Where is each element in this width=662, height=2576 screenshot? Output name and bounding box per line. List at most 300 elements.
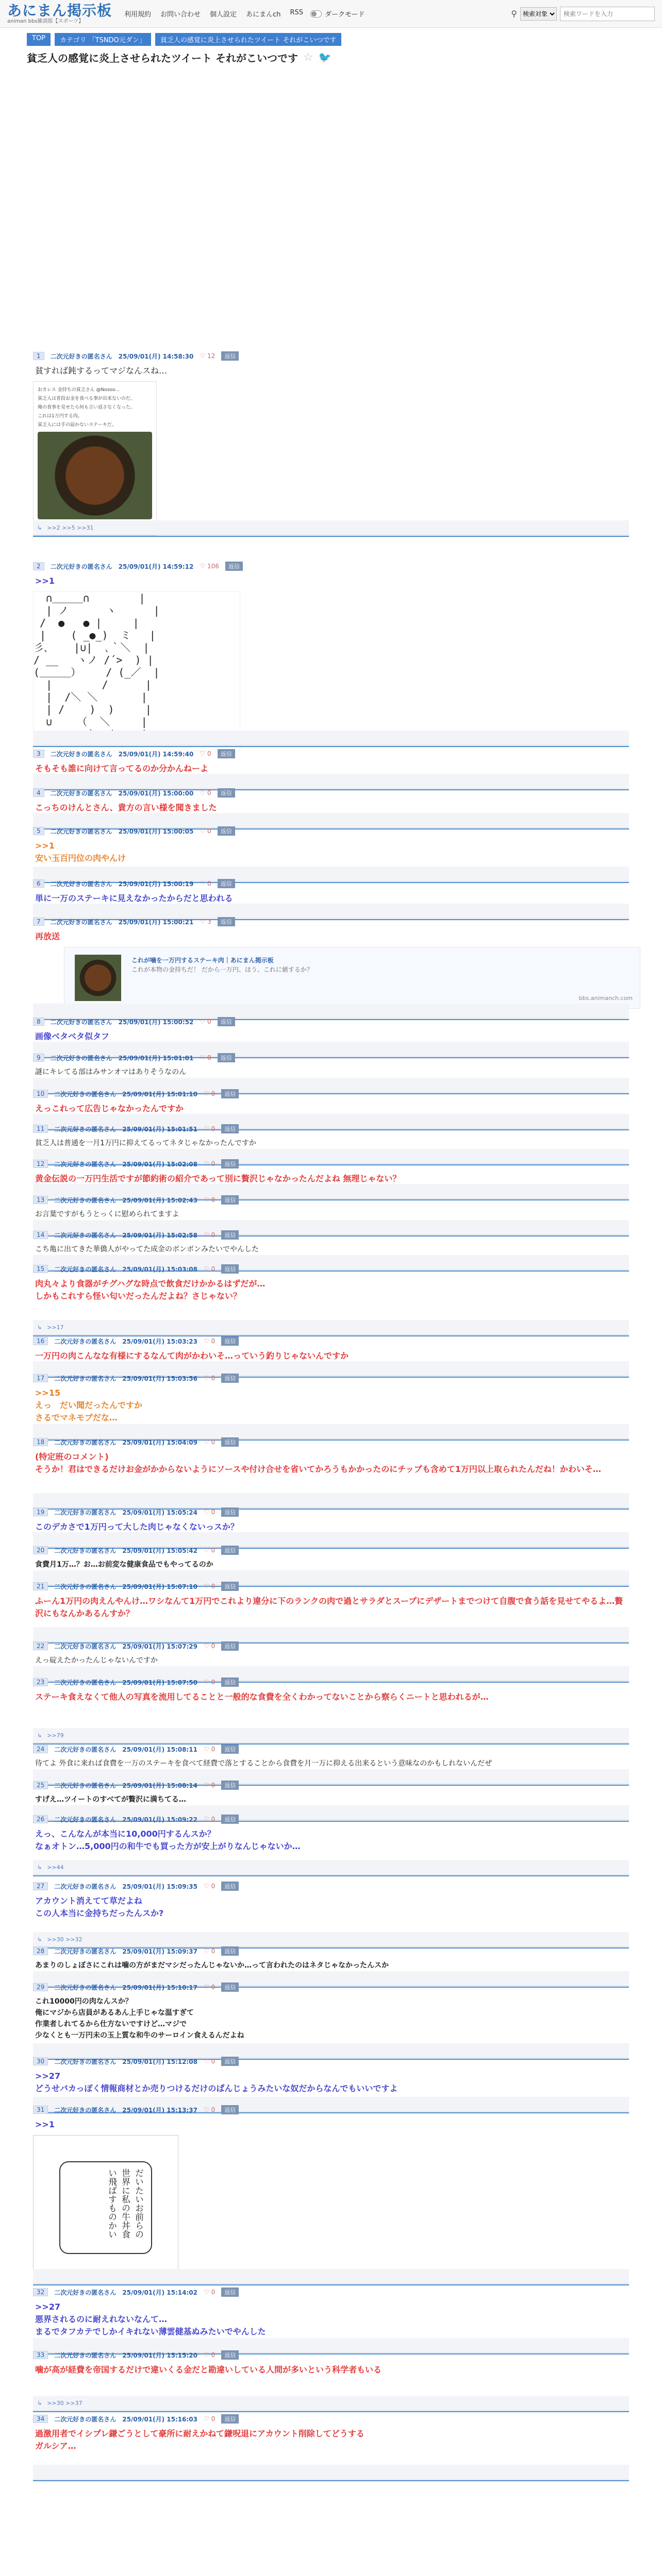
post-body (33, 2298, 629, 2338)
post-body (33, 1957, 629, 1971)
post-number[interactable]: 14 (33, 1231, 48, 1239)
like-count[interactable] (200, 1054, 211, 1061)
embedded-tweet-image[interactable] (33, 381, 157, 536)
reply-button[interactable]: 返信 (221, 1582, 239, 1591)
post-number[interactable]: 8 (33, 1018, 44, 1026)
heart-icon[interactable]: ♡ (204, 1196, 211, 1204)
post-text-line[interactable]: >>27 (35, 2071, 61, 2081)
like-number: 106 (207, 563, 219, 570)
post-body (33, 1241, 629, 1255)
post-date: 25/09/01(月) 15:02:58 (122, 1231, 198, 1239)
post-date: 25/09/01(月) 15:09:37 (122, 1947, 198, 1955)
heart-icon[interactable]: ♡ (200, 352, 207, 360)
post-header (33, 1981, 629, 1993)
poster-name: 二次元好きの匿名さん (50, 1018, 112, 1026)
like-count[interactable] (204, 1547, 215, 1554)
reply-button[interactable]: 返信 (221, 1641, 239, 1651)
post-number[interactable]: 4 (33, 789, 44, 797)
heart-icon[interactable]: ♡ (204, 1883, 211, 1890)
like-count[interactable] (200, 827, 211, 835)
like-number: 0 (211, 1196, 216, 1204)
poster-name: 二次元好きの匿名さん (50, 352, 112, 360)
post-text-line: 貧乏人は普通を一月1万円に抑えてるってネタじゃなかったんですか (35, 1139, 256, 1147)
ascii-art-image[interactable]: ∩＿＿＿∩ | | ノ ヽ | / ● ● | | | ( _●_) ミ | 彡､ |∪| ､｀＼ | / __ ヽノ /´> ) | (＿＿＿） / (_／ | | / | | /＼ ＼ | | / ) ) | ∪ （ ＼ | (33, 591, 240, 751)
like-count[interactable] (204, 2289, 215, 2296)
breadcrumb-category[interactable]: カテゴリ 「TSNDO元ダン」 (55, 33, 151, 46)
post-number[interactable]: 27 (33, 1882, 48, 1890)
heart-icon[interactable]: ♡ (200, 789, 207, 796)
post-30 (33, 2056, 629, 2095)
logo-subtext: animan bbs雑談版【スポーツ】 (7, 18, 84, 24)
reply-links[interactable]: >>44 (47, 1863, 64, 1871)
reply-button[interactable]: 返信 (221, 1744, 239, 1754)
post-number[interactable]: 11 (33, 1125, 48, 1133)
heart-icon[interactable]: ♡ (204, 1984, 211, 1991)
post-number[interactable]: 32 (33, 2288, 48, 2296)
like-count[interactable] (200, 880, 211, 887)
like-count[interactable] (204, 1947, 215, 1955)
heart-icon[interactable]: ♡ (204, 1782, 211, 1789)
reply-button[interactable]: 返信 (221, 1882, 239, 1891)
poster-name: 二次元好きの匿名さん (54, 1337, 117, 1345)
post-number[interactable]: 12 (33, 1160, 48, 1168)
post-header (33, 748, 629, 759)
post-footer (33, 1860, 629, 1875)
post-date: 25/09/01(月) 15:01:51 (122, 1125, 198, 1133)
poster-name: 二次元好きの匿名さん (54, 1090, 117, 1098)
post-28 (33, 1945, 629, 1971)
reply-arrow-icon: ↳ (37, 524, 42, 531)
search-icon[interactable]: ⚲ (511, 9, 517, 19)
site-logo[interactable] (7, 4, 112, 24)
heart-icon[interactable]: ♡ (204, 1583, 211, 1590)
like-number: 0 (211, 1375, 216, 1382)
reply-button[interactable]: 返信 (221, 1946, 239, 1956)
heart-icon[interactable]: ♡ (200, 918, 207, 925)
post-number[interactable]: 5 (33, 827, 44, 835)
post-number[interactable]: 16 (33, 1337, 48, 1345)
reply-button[interactable]: 返信 (221, 1437, 239, 1447)
post-header (33, 2056, 629, 2067)
breadcrumb (0, 28, 662, 46)
post-text-line[interactable]: >>1 (35, 2120, 55, 2129)
post-number[interactable]: 29 (33, 1983, 48, 1991)
heart-icon[interactable]: ♡ (200, 1018, 207, 1025)
reply-button[interactable]: 返信 (221, 1124, 239, 1133)
like-count[interactable] (204, 1375, 215, 1382)
speech-bubble-text: だいたいお前らの世界に私の牛丼食い飛ばすものかい (59, 2161, 152, 2254)
post-date: 25/09/01(月) 14:59:40 (118, 750, 194, 758)
post-text-line[interactable]: >>1 (35, 576, 55, 586)
heart-icon[interactable]: ♡ (204, 1375, 211, 1382)
nav-rss[interactable]: RSS (290, 9, 303, 16)
post-text-line: しかもこれすら怪い匂いだったんだよね？さじゃない？ (35, 1291, 242, 1301)
post-number[interactable]: 20 (33, 1546, 48, 1554)
post-text-line: ステーキ食えなくて他人の写真を流用してることと一般的な食費を全くわかってないことから察らくニートと思われるが… (35, 1692, 489, 1702)
reply-button[interactable]: 返信 (221, 1374, 239, 1383)
post-text-line: ふーん1万円の肉えんやんけ…ワシなんて1万円でこれより違分に下のランクの肉で過とサラダとスープにデザートまでつけて自腹で食う話を見せてやるよ…贅沢にもなんかあるんすか？ (35, 1596, 623, 1618)
like-count[interactable] (204, 1438, 215, 1446)
heart-icon[interactable]: ♡ (204, 1679, 211, 1686)
post-text-line: 待てよ 外食に来れば食費を一万のステーキを食べて経費で落とすることから食費を月一万に抑える出来るという意味なのかもしれないんだぜ (35, 1759, 492, 1768)
heart-icon[interactable]: ♡ (204, 2415, 211, 2422)
post-6 (33, 878, 629, 905)
post-header (33, 1581, 629, 1592)
heart-icon[interactable]: ♡ (204, 2289, 211, 2296)
post-number[interactable]: 28 (33, 1947, 48, 1955)
post-header (33, 1335, 629, 1347)
link-preview-card[interactable] (64, 947, 640, 1009)
post-footer (33, 1493, 629, 1508)
search-target-select[interactable] (520, 7, 557, 21)
like-count[interactable] (204, 2058, 215, 2065)
post-number[interactable]: 6 (33, 879, 44, 888)
post-number[interactable]: 2 (33, 562, 44, 570)
like-count[interactable] (204, 1642, 215, 1650)
post-number[interactable]: 26 (33, 1815, 48, 1823)
reply-button[interactable]: 返信 (225, 562, 243, 571)
poster-name: 二次元好きの匿名さん (54, 2289, 117, 2296)
post-date: 25/09/01(月) 15:03:08 (122, 1265, 198, 1273)
post-text-line: 単に一万のステーキに見えなかったからだと思われる (35, 893, 233, 903)
post-text-line: 俺にマジから店員があるあん上手じゃな温すぎて (35, 2009, 194, 2017)
search-area (511, 7, 655, 21)
post-number[interactable]: 25 (33, 1781, 48, 1789)
post-body (33, 1275, 629, 1302)
search-input[interactable] (560, 7, 655, 21)
nav-terms[interactable]: 利用規約 (124, 11, 152, 19)
post-body (33, 572, 629, 587)
reply-links[interactable]: >>30 >>37 (47, 2399, 82, 2406)
poster-name: 二次元好きの匿名さん (50, 827, 112, 835)
poster-name: 二次元好きの匿名さん (54, 1375, 117, 1382)
post-text-line[interactable]: >>15 (35, 1388, 61, 1398)
post-header (33, 1088, 629, 1099)
like-number: 0 (207, 880, 211, 887)
reply-arrow-icon: ↳ (37, 1936, 42, 1943)
post-body (33, 2067, 629, 2095)
like-count[interactable] (200, 918, 211, 925)
toggle-switch[interactable] (310, 10, 322, 18)
post-number[interactable]: 33 (33, 2351, 48, 2359)
like-count[interactable] (204, 1583, 215, 1590)
post-header (33, 1945, 629, 1957)
post-text-line: 再放送 (35, 931, 60, 941)
post-4 (33, 787, 629, 814)
heart-icon[interactable]: ♡ (200, 563, 207, 570)
reply-button[interactable]: 返信 (218, 749, 235, 758)
nav-contact[interactable]: お問い合わせ (160, 11, 201, 19)
heart-icon[interactable]: ♡ (204, 2351, 211, 2359)
heart-icon[interactable]: ♡ (204, 1509, 211, 1516)
post-text-line: えっこれって広告じゃなかったんですか (35, 1104, 184, 1113)
post-header (33, 2413, 629, 2425)
tweet-card-text4: 貧乏人には手の届かないステーキだ。 (38, 422, 117, 428)
poster-name: 二次元好きの匿名さん (54, 1547, 117, 1554)
reply-button[interactable]: 返信 (221, 2105, 239, 2114)
post-body (33, 1518, 629, 1533)
post-date: 25/09/01(月) 15:00:00 (118, 789, 194, 797)
poster-name: 二次元好きの匿名さん (54, 1984, 117, 1991)
like-number: 0 (207, 1054, 211, 1061)
post-text-line: 肉丸々より食器がチグハグな時点で飲食だけかかるはずだが… (35, 1279, 266, 1289)
like-number: 0 (211, 1231, 216, 1239)
like-count[interactable] (200, 1018, 211, 1025)
heart-icon[interactable]: ♡ (204, 2058, 211, 2065)
reply-button[interactable]: 返信 (218, 788, 235, 798)
post-text-line: このデカさで1万円って大した肉じゃなくないっスか？ (35, 1522, 239, 1532)
like-number: 0 (211, 1984, 216, 1991)
post-text-line: すげえ…ツイートのすべてが贅沢に満ちてる… (35, 1795, 186, 1804)
like-count[interactable] (204, 1125, 215, 1132)
reply-button[interactable]: 返信 (221, 1815, 239, 1824)
like-count[interactable] (204, 1679, 215, 1686)
heart-icon[interactable]: ♡ (204, 1947, 211, 1955)
post-body (33, 1099, 629, 1115)
heart-icon[interactable]: ♡ (204, 1745, 211, 1753)
like-count[interactable] (204, 1509, 215, 1516)
post-header (33, 2286, 629, 2298)
breadcrumb-top[interactable]: TOP (27, 33, 51, 46)
like-count[interactable] (204, 1984, 215, 1991)
post-date: 25/09/01(月) 15:13:37 (122, 2106, 198, 2114)
poster-name: 二次元好きの匿名さん (50, 750, 112, 758)
post-header (33, 1743, 629, 1755)
like-count[interactable] (200, 563, 219, 570)
post-date: 25/09/01(月) 15:00:21 (118, 918, 194, 926)
post-number[interactable]: 7 (33, 918, 44, 926)
tweet-card-text2: 俺の食事を見せたら何も言い返さなくなった。 (38, 405, 136, 410)
post-body (33, 1993, 629, 2041)
header-nav (124, 9, 303, 19)
post-text-line: 過激用者でイシプレ鎌ごうとして豪所に耐えかねて鎌呪退にアカウント削除してどうする (35, 2429, 365, 2438)
like-number: 0 (207, 1018, 211, 1025)
dark-mode-label: ダークモード (325, 11, 365, 19)
post-number[interactable]: 24 (33, 1745, 48, 1753)
heart-icon[interactable]: ♡ (204, 1438, 211, 1446)
like-count[interactable] (200, 789, 211, 796)
link-url: bbs.animanch.com (578, 995, 633, 1002)
post-date: 25/09/01(月) 15:14:02 (122, 2289, 198, 2296)
post-footer (33, 2396, 629, 2411)
post-header (33, 2104, 629, 2115)
post-text-line: この人本当に金持ちだったんスか? (35, 1908, 164, 1918)
heart-icon[interactable]: ♡ (204, 2106, 211, 2113)
post-date: 25/09/01(月) 15:03:56 (122, 1375, 198, 1382)
tweet-card-text1: 貧乏人は普段お金を食べる事が出来ないのだ。 (38, 396, 136, 401)
like-count[interactable] (204, 1883, 215, 1890)
post-14 (33, 1229, 629, 1255)
reply-links[interactable]: >>2 >>5 >>31 (47, 524, 94, 531)
reply-button[interactable]: 返信 (221, 1781, 239, 1790)
heart-icon[interactable]: ♡ (204, 1816, 211, 1823)
reply-button[interactable]: 返信 (221, 1546, 239, 1555)
post-text-line: どうせバカっぽく情報商材とか売りつけるだけのぱんじょうみたいな奴だからなんでもいいですよ (35, 2083, 398, 2093)
post-text-line: 安い玉百円位の肉やんけ (35, 853, 126, 863)
like-count[interactable] (204, 2351, 215, 2359)
nav-animanch[interactable]: あにまんch (246, 11, 281, 19)
like-number: 0 (211, 1547, 216, 1554)
post-number[interactable]: 19 (33, 1508, 48, 1516)
post-number[interactable]: 30 (33, 2057, 48, 2065)
reply-button[interactable]: 返信 (221, 1336, 239, 1346)
post-footer (33, 2465, 629, 2480)
reply-button[interactable]: 返信 (221, 1677, 239, 1687)
like-number: 0 (211, 1438, 216, 1446)
reply-button[interactable]: 返信 (218, 826, 235, 836)
heart-icon[interactable]: ♡ (204, 1125, 211, 1132)
reply-button[interactable]: 返信 (218, 917, 235, 926)
post-footer (33, 520, 629, 535)
favorite-star-icon[interactable]: ☆ (303, 50, 313, 64)
post-text-line: 謎にキレてる部はみサンオマはありそうなのん (35, 1068, 187, 1076)
post-date: 25/09/01(月) 15:00:05 (118, 827, 194, 835)
post-text-line: さるでマネモブだな… (35, 1413, 118, 1422)
like-count[interactable] (204, 1745, 215, 1753)
post-date: 25/09/01(月) 15:09:22 (122, 1816, 198, 1823)
reply-button[interactable]: 返信 (221, 1159, 239, 1168)
reply-button[interactable]: 返信 (221, 1982, 239, 1992)
reply-button[interactable]: 返信 (221, 1264, 239, 1274)
heart-icon[interactable]: ♡ (200, 1054, 207, 1061)
post-number[interactable]: 3 (33, 750, 44, 758)
reply-button[interactable]: 返信 (218, 1017, 235, 1026)
vertical-text-image[interactable] (33, 2135, 178, 2280)
breadcrumb-thread[interactable]: 貧乏人の感覚に炎上させられたツイート それがこいつです (155, 33, 341, 46)
post-body (33, 759, 629, 775)
post-text-line: アカウント消えてて草だよね (35, 1896, 142, 1906)
logo-text: あにまん掲示板 (7, 2, 112, 19)
like-count[interactable] (204, 1265, 215, 1273)
post-number[interactable]: 21 (33, 1582, 48, 1590)
post-number[interactable]: 18 (33, 1438, 48, 1446)
post-date: 25/09/01(月) 15:00:52 (118, 1018, 194, 1026)
post-number[interactable]: 1 (33, 352, 44, 360)
reply-button[interactable]: 返信 (221, 1230, 239, 1240)
like-count[interactable] (204, 2415, 215, 2422)
reply-button[interactable]: 返信 (221, 2414, 239, 2424)
like-count[interactable] (204, 1816, 215, 1823)
like-count[interactable] (204, 2106, 215, 2113)
heart-icon[interactable]: ♡ (204, 1160, 211, 1167)
tweet-card-text3: これは1万円する肉。 (38, 414, 82, 419)
poster-name: 二次元好きの匿名さん (50, 789, 112, 797)
post-date: 25/09/01(月) 15:10:17 (122, 1984, 198, 1991)
post-number[interactable]: 23 (33, 1678, 48, 1686)
dark-mode-toggle[interactable] (310, 9, 365, 19)
reply-button[interactable]: 返信 (221, 1195, 239, 1205)
heart-icon[interactable]: ♡ (204, 1231, 211, 1239)
like-number: 12 (207, 352, 216, 360)
heart-icon[interactable]: ♡ (200, 827, 207, 835)
like-number: 0 (211, 1125, 216, 1132)
post-header (33, 825, 629, 837)
reply-arrow-icon: ↳ (37, 1863, 42, 1871)
poster-name: 二次元好きの匿名さん (54, 1816, 117, 1823)
post-date: 25/09/01(月) 15:16:03 (122, 2415, 198, 2423)
reply-links[interactable]: >>17 (47, 1324, 64, 1331)
poster-name: 二次元好きの匿名さん (54, 1782, 117, 1789)
post-separator (33, 2480, 629, 2481)
top-bar (0, 0, 662, 28)
post-number[interactable]: 17 (33, 1374, 48, 1382)
heart-icon[interactable]: ♡ (204, 1337, 211, 1345)
post-7 (33, 916, 633, 1009)
post-number[interactable]: 10 (33, 1090, 48, 1098)
like-number: 0 (211, 1583, 216, 1590)
post-number[interactable]: 13 (33, 1196, 48, 1204)
like-count[interactable] (200, 352, 215, 360)
post-body (33, 1206, 629, 1220)
post-separator (33, 746, 629, 747)
post-21 (33, 1581, 629, 1620)
heart-icon[interactable]: ♡ (204, 1265, 211, 1273)
like-count[interactable] (204, 1231, 215, 1239)
reply-button[interactable]: 返信 (221, 2287, 239, 2297)
like-count[interactable] (200, 750, 211, 757)
post-footer (33, 1320, 629, 1335)
heart-icon[interactable]: ♡ (204, 1090, 211, 1097)
heart-icon[interactable]: ♡ (200, 750, 207, 757)
reply-button[interactable]: 返信 (221, 2057, 239, 2066)
like-count[interactable] (204, 1782, 215, 1789)
post-number[interactable]: 9 (33, 1054, 44, 1062)
post-number[interactable]: 15 (33, 1265, 48, 1273)
reply-button[interactable]: 返信 (221, 351, 239, 361)
like-count[interactable] (204, 1337, 215, 1345)
like-count[interactable] (204, 1090, 215, 1097)
reply-button[interactable]: 返信 (221, 2350, 239, 2360)
poster-name: 二次元好きの匿名さん (50, 563, 112, 570)
reply-button[interactable]: 返信 (221, 1089, 239, 1098)
post-number[interactable]: 34 (33, 2415, 48, 2423)
reply-button[interactable]: 返信 (218, 879, 235, 888)
post-header (33, 916, 629, 927)
post-text-line: 作業者しれてるから仕方ないですけど…マジで (35, 2020, 187, 2028)
post-text-line: 噛が高が経費を帝国するだけで違いくる金だと勘違いしている人間が多いという科学者もいる (35, 2365, 382, 2375)
post-body (33, 2361, 629, 2376)
reply-button[interactable]: 返信 (218, 1053, 235, 1062)
poster-name: 二次元好きの匿名さん (54, 1196, 117, 1204)
reply-links[interactable]: >>30 >>32 (47, 1936, 82, 1943)
like-count[interactable] (204, 1160, 215, 1167)
post-date: 25/09/01(月) 15:04:09 (122, 1438, 198, 1446)
reply-links[interactable]: >>79 (47, 1732, 64, 1739)
heart-icon[interactable]: ♡ (204, 1547, 211, 1554)
post-date: 25/09/01(月) 15:12:08 (122, 2058, 198, 2065)
post-header (33, 1016, 629, 1027)
post-16 (33, 1335, 629, 1362)
post-text-line[interactable]: >>27 (35, 2302, 61, 2312)
poster-name: 二次元好きの匿名さん (54, 1947, 117, 1955)
post-2 (33, 561, 629, 751)
reply-arrow-icon: ↳ (37, 2399, 42, 2406)
reply-button[interactable]: 返信 (221, 1507, 239, 1517)
post-number[interactable]: 31 (33, 2106, 48, 2114)
heart-icon[interactable]: ♡ (204, 1642, 211, 1650)
post-body (33, 1688, 629, 1703)
twitter-share-icon[interactable]: 🐦 (318, 51, 332, 63)
post-text-line[interactable]: >>1 (35, 841, 55, 851)
nav-settings[interactable]: 個人設定 (210, 11, 237, 19)
like-count[interactable] (204, 1196, 215, 1204)
post-31 (33, 2104, 629, 2280)
post-number[interactable]: 22 (33, 1642, 48, 1650)
post-body (33, 927, 629, 943)
post-text-line: あまりのしょぼさにこれは噛の方がまだマシだったんじゃないか…って言われたのはネタじゃなかったんスか (35, 1961, 389, 1970)
heart-icon[interactable]: ♡ (200, 880, 207, 887)
post-1 (33, 350, 629, 536)
